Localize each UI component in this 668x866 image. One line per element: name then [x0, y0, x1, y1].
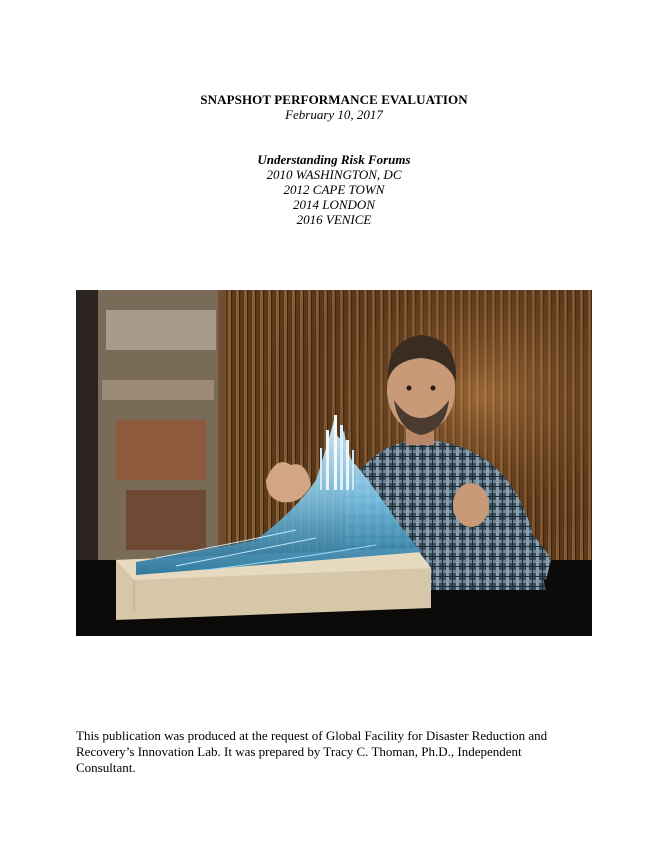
cover-photo — [76, 290, 592, 636]
publication-note — [76, 728, 596, 776]
cover-photo-illustration — [76, 290, 592, 636]
forum-item: 2014 LONDON — [293, 197, 375, 212]
forum-item: 2016 VENICE — [296, 212, 372, 227]
document-date: February 10, 2017 — [285, 107, 383, 122]
document-title: SNAPSHOT PERFORMANCE EVALUATION — [200, 92, 468, 107]
forums-list — [0, 152, 668, 227]
forums-heading: Understanding Risk Forums — [257, 152, 411, 167]
publication-note-line: This publication was produced at the request of Global Facility for Disaster Reduction and — [76, 728, 548, 743]
forum-item: 2012 CAPE TOWN — [283, 182, 385, 197]
publication-note-line: Consultant. — [76, 760, 136, 775]
publication-note-line: Recovery’s Innovation Lab. It was prepared by Tracy C. Thoman, Ph.D., Independent — [76, 744, 522, 759]
forum-item: 2010 WASHINGTON, DC — [266, 167, 402, 182]
